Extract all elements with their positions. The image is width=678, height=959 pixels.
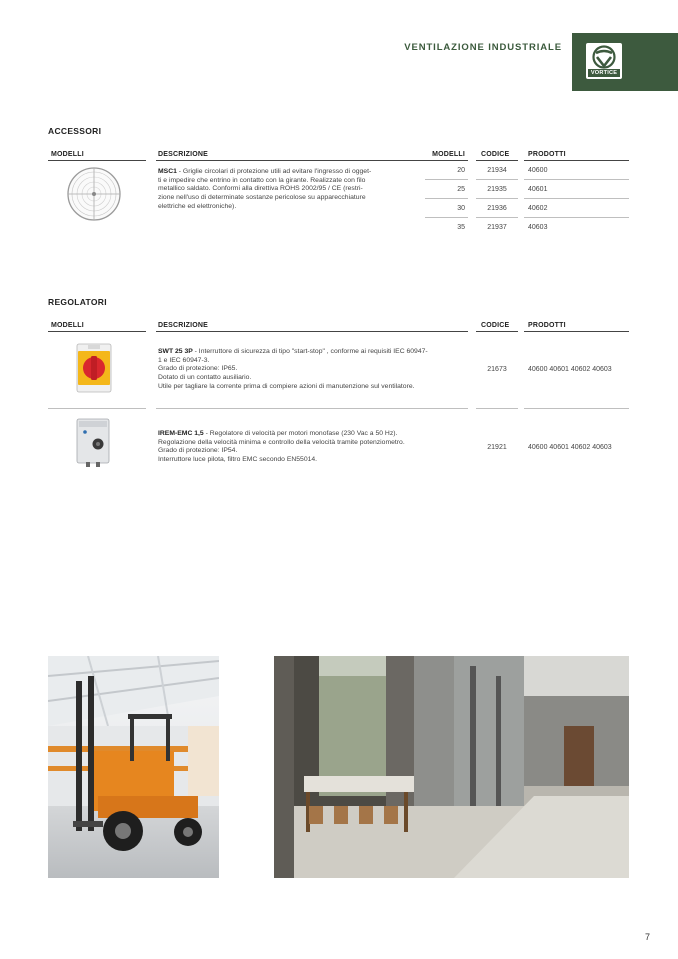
description-line: zione nell'uso di determinate sostanze pericolose su apparecchiature <box>158 194 366 202</box>
irem-description <box>158 430 468 465</box>
row-divider <box>476 198 518 199</box>
description-line: Grado di protezione: IP65. <box>158 365 238 373</box>
msc1-description <box>158 168 428 212</box>
header-rule <box>48 160 146 161</box>
row-divider <box>524 198 629 199</box>
col-header-prodotti: PRODOTTI <box>528 322 566 329</box>
row-divider <box>425 217 468 218</box>
table-cell-codice: 21935 <box>487 186 507 193</box>
row-divider <box>524 217 629 218</box>
table-cell-modelli: 35 <box>457 224 465 231</box>
col-header-descrizione: DESCRIZIONE <box>158 322 209 329</box>
table-cell-prodotti: 40600 <box>528 167 548 174</box>
product-name: IREM-EMC 1,5 <box>158 430 204 437</box>
forklift-warehouse-photo <box>48 656 219 878</box>
header-rule <box>476 160 518 161</box>
description-line: ti e impedire che entrino in contatto con la girante. Realizzate con filo <box>158 176 366 184</box>
description-text: - Regolatore di velocità per motori monofase (230 Vac a 50 Hz). <box>203 430 398 437</box>
row-divider <box>524 179 629 180</box>
swt-description <box>158 348 468 392</box>
header-rule <box>156 160 468 161</box>
table-cell-codice: 21937 <box>487 224 507 231</box>
safety-switch-image <box>76 343 112 393</box>
table-cell-codice: 21936 <box>487 205 507 212</box>
table-cell-codice: 21921 <box>487 444 507 451</box>
row-divider <box>476 217 518 218</box>
row-divider <box>476 408 518 409</box>
description-line: Regolazione della velocità minima e controllo della velocità tramite potenziometro. <box>158 438 405 446</box>
logo-text: VORTICE <box>588 69 620 77</box>
protective-grille-image <box>66 165 122 223</box>
row-divider <box>425 179 468 180</box>
description-line: Interruttore luce pilota, filtro EMC secondo EN55014. <box>158 456 318 464</box>
header-rule <box>476 331 518 332</box>
header-rule <box>156 331 468 332</box>
table-cell-prodotti: 40600 40601 40602 40603 <box>528 366 612 373</box>
vortice-logo <box>586 43 622 79</box>
speed-regulator-image <box>76 418 110 468</box>
col-header-descrizione: DESCRIZIONE <box>158 151 209 158</box>
product-name: SWT 25 3P <box>158 348 193 355</box>
accessori-title: ACCESSORI <box>48 126 102 136</box>
table-cell-modelli: 30 <box>457 205 465 212</box>
row-divider <box>156 408 468 409</box>
section-header-title: VENTILAZIONE INDUSTRIALE <box>404 42 562 53</box>
table-cell-prodotti: 40600 40601 40602 40603 <box>528 444 612 451</box>
col-header-modelli: MODELLI <box>51 151 84 158</box>
table-cell-prodotti: 40601 <box>528 186 548 193</box>
table-cell-prodotti: 40602 <box>528 205 548 212</box>
col-header-modelli-size: MODELLI <box>432 151 465 158</box>
office-corridor-photo <box>274 656 629 878</box>
description-line: metallico saldato. Conformi alla direttiva ROHS 2002/95 / CE (restri- <box>158 185 363 193</box>
table-cell-modelli: 20 <box>457 167 465 174</box>
description-text: - Interruttore di sicurezza di tipo "start-stop" , conforme ai requisiti IEC 60947- <box>192 348 428 355</box>
table-cell-modelli: 25 <box>457 186 465 193</box>
description-line: 1 e IEC 60947-3. <box>158 356 210 364</box>
description-line: Grado di protezione: IP54. <box>158 447 238 455</box>
regolatori-title: REGOLATORI <box>48 297 107 307</box>
header-rule <box>524 331 629 332</box>
description-line: Utile per tagliare la corrente prima di compiere azioni di manutenzione sul ventilatore. <box>158 382 415 390</box>
col-header-codice: CODICE <box>481 151 510 158</box>
vortice-logo-icon <box>586 44 622 72</box>
row-divider <box>524 408 629 409</box>
description-line: elettriche ed elettroniche). <box>158 202 237 210</box>
header-rule <box>48 331 146 332</box>
table-cell-codice: 21673 <box>487 366 507 373</box>
col-header-codice: CODICE <box>481 322 510 329</box>
table-cell-codice: 21934 <box>487 167 507 174</box>
col-header-modelli: MODELLI <box>51 322 84 329</box>
col-header-prodotti: PRODOTTI <box>528 151 566 158</box>
table-cell-prodotti: 40603 <box>528 224 548 231</box>
row-divider <box>48 408 146 409</box>
product-name: MSC1 <box>158 168 177 175</box>
header-rule <box>524 160 629 161</box>
description-line: Dotato di un contatto ausiliario. <box>158 374 252 382</box>
row-divider <box>476 179 518 180</box>
page-number: 7 <box>644 932 650 942</box>
description-text: - Griglie circolari di protezione utili ad evitare l'ingresso di ogget- <box>176 168 372 175</box>
row-divider <box>425 198 468 199</box>
